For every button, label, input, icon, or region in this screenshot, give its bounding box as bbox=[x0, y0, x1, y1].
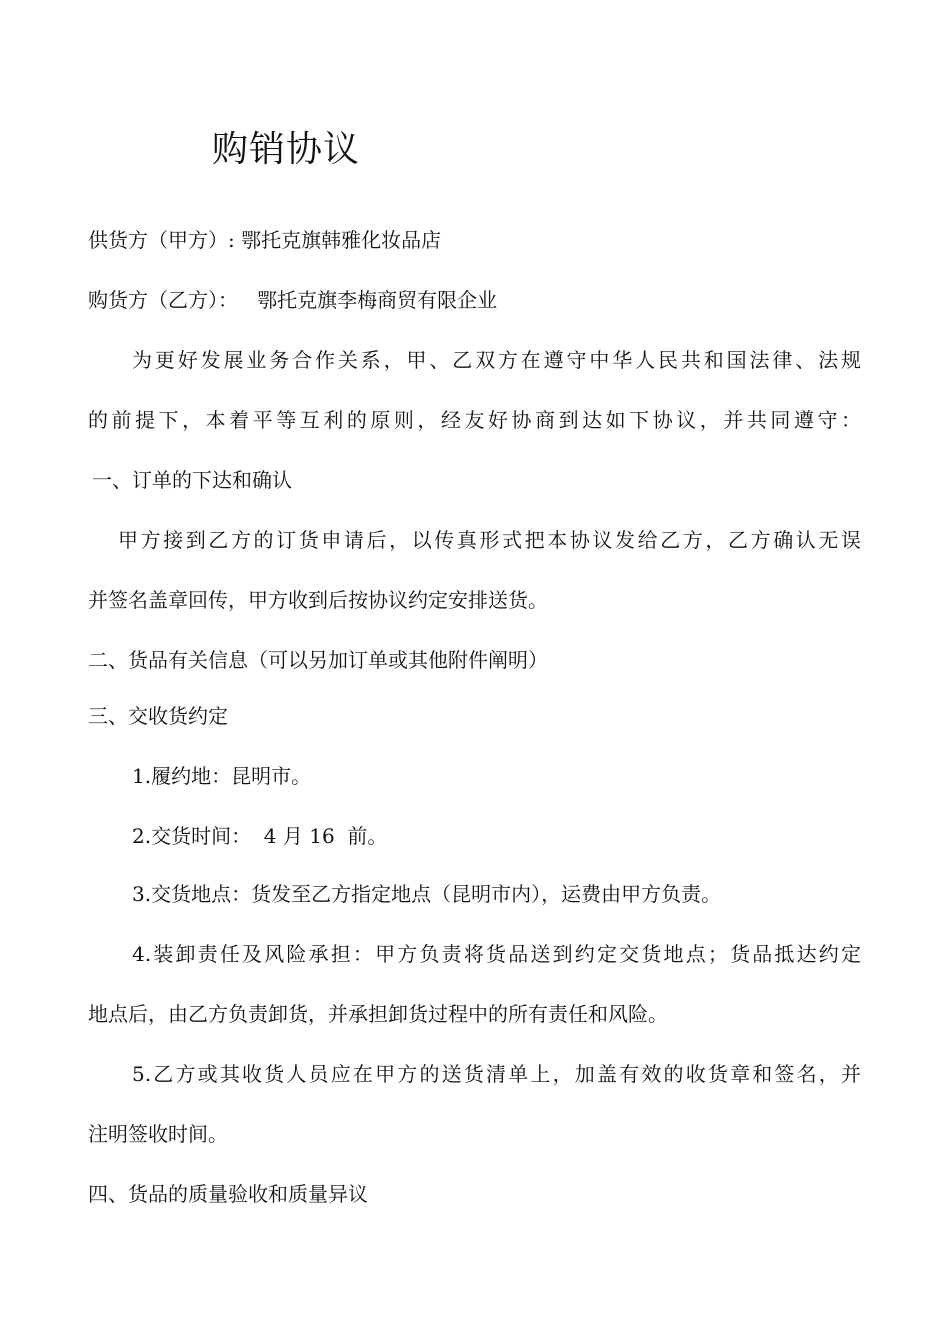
section-1-line-1: 甲方接到乙方的订货申请后，以传真形式把本协议发给乙方，乙方确认无误 bbox=[118, 528, 861, 552]
section-4-heading: 四、货品的质量验收和质量异议 bbox=[88, 1182, 368, 1206]
item-5-line-2: 注明签收时间。 bbox=[88, 1122, 228, 1146]
supplier-line: 供货方（甲方）: 鄂托克旗韩雅化妆品店 bbox=[88, 228, 442, 252]
buyer-line: 购货方（乙方）： 鄂托克旗李梅商贸有限企业 bbox=[88, 288, 498, 312]
section-2-heading: 二、货品有关信息（可以另加订单或其他附件阐明） bbox=[88, 648, 548, 672]
item-2: 2.交货时间： 4 月 16 前。 bbox=[132, 824, 388, 848]
document-title: 购销协议 bbox=[212, 129, 361, 170]
item-5-line-1: 5.乙方或其收货人员应在甲方的送货清单上，加盖有效的收货章和签名，并 bbox=[132, 1062, 861, 1086]
preamble-line-1: 为更好发展业务合作关系，甲、乙双方在遵守中华人民共和国法律、法规 bbox=[132, 348, 861, 372]
item-4-line-1: 4.装卸责任及风险承担：甲方负责将货品送到约定交货地点；货品抵达约定 bbox=[132, 942, 861, 966]
item-4-line-2: 地点后，由乙方负责卸货，并承担卸货过程中的所有责任和风险。 bbox=[88, 1002, 668, 1026]
preamble-line-2: 的前提下，本着平等互利的原则，经友好协商到达如下协议，并共同遵守： bbox=[88, 408, 861, 432]
section-3-heading: 三、交收货约定 bbox=[88, 704, 228, 728]
item-1: 1.履约地：昆明市。 bbox=[132, 764, 312, 788]
item-3: 3.交货地点：货发至乙方指定地点（昆明市内），运费由甲方负责。 bbox=[132, 882, 722, 906]
section-1-heading: 一、订单的下达和确认 bbox=[92, 468, 292, 492]
section-1-line-2: 并签名盖章回传，甲方收到后按协议约定安排送货。 bbox=[88, 588, 548, 612]
